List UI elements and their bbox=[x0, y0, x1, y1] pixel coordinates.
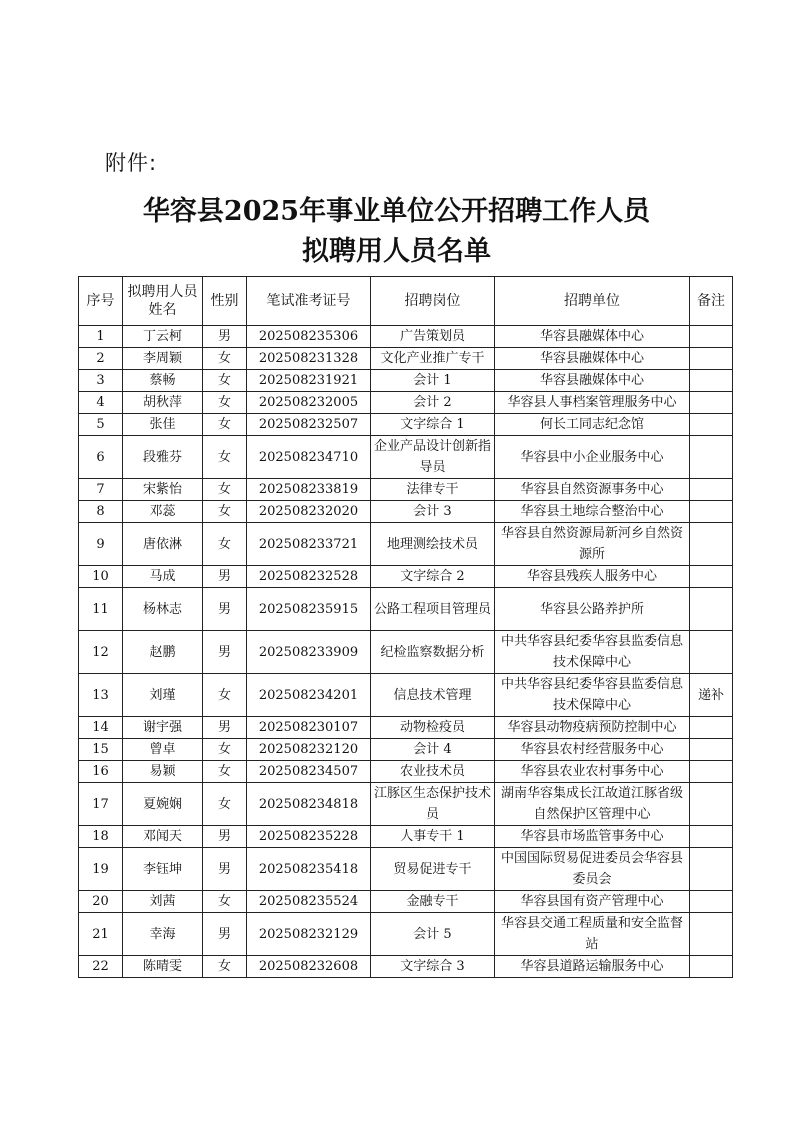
header-position: 招聘岗位 bbox=[371, 277, 495, 326]
cell-exam-id: 202508233721 bbox=[247, 523, 371, 566]
cell-name: 丁云柯 bbox=[123, 326, 203, 348]
cell-exam-id: 202508232507 bbox=[247, 414, 371, 436]
cell-index: 20 bbox=[79, 891, 123, 913]
table-row bbox=[79, 631, 733, 674]
cell-unit: 华容县自然资源局新河乡自然资源所 bbox=[495, 523, 690, 566]
cell-index: 1 bbox=[79, 326, 123, 348]
table-row bbox=[79, 392, 733, 414]
cell-gender: 女 bbox=[203, 956, 247, 978]
cell-name: 蔡畅 bbox=[123, 370, 203, 392]
cell-unit: 华容县人事档案管理服务中心 bbox=[495, 392, 690, 414]
table-row bbox=[79, 761, 733, 783]
cell-note bbox=[690, 436, 733, 479]
cell-exam-id: 202508234201 bbox=[247, 674, 371, 717]
cell-gender: 女 bbox=[203, 479, 247, 501]
cell-gender: 男 bbox=[203, 848, 247, 891]
cell-note bbox=[690, 414, 733, 436]
cell-gender: 女 bbox=[203, 392, 247, 414]
cell-note bbox=[690, 392, 733, 414]
cell-index: 11 bbox=[79, 588, 123, 631]
cell-gender: 男 bbox=[203, 826, 247, 848]
cell-index: 5 bbox=[79, 414, 123, 436]
cell-position: 法律专干 bbox=[371, 479, 495, 501]
cell-position: 人事专干 1 bbox=[371, 826, 495, 848]
cell-exam-id: 202508232120 bbox=[247, 739, 371, 761]
cell-index: 10 bbox=[79, 566, 123, 588]
cell-exam-id: 202508232528 bbox=[247, 566, 371, 588]
table-row bbox=[79, 913, 733, 956]
table-row bbox=[79, 501, 733, 523]
cell-position: 贸易促进专干 bbox=[371, 848, 495, 891]
cell-position: 文字综合 3 bbox=[371, 956, 495, 978]
table-header-row bbox=[79, 277, 733, 326]
cell-position: 企业产品设计创新指导员 bbox=[371, 436, 495, 479]
cell-position: 会计 5 bbox=[371, 913, 495, 956]
cell-exam-id: 202508230107 bbox=[247, 717, 371, 739]
table-row bbox=[79, 588, 733, 631]
cell-position: 会计 4 bbox=[371, 739, 495, 761]
cell-note bbox=[690, 631, 733, 674]
cell-gender: 男 bbox=[203, 717, 247, 739]
header-exam-id: 笔试准考证号 bbox=[247, 277, 371, 326]
cell-exam-id: 202508231328 bbox=[247, 348, 371, 370]
document-title-line-2: 拟聘用人员名单 bbox=[302, 236, 491, 267]
table-row bbox=[79, 956, 733, 978]
cell-note bbox=[690, 739, 733, 761]
cell-name: 段雅芬 bbox=[123, 436, 203, 479]
cell-position: 纪检监察数据分析 bbox=[371, 631, 495, 674]
cell-index: 12 bbox=[79, 631, 123, 674]
cell-index: 18 bbox=[79, 826, 123, 848]
table-row bbox=[79, 783, 733, 826]
cell-name: 易颖 bbox=[123, 761, 203, 783]
cell-gender: 女 bbox=[203, 891, 247, 913]
table-row bbox=[79, 479, 733, 501]
cell-unit: 华容县交通工程质量和安全监督站 bbox=[495, 913, 690, 956]
cell-name: 刘茜 bbox=[123, 891, 203, 913]
table-row bbox=[79, 523, 733, 566]
cell-index: 22 bbox=[79, 956, 123, 978]
cell-gender: 男 bbox=[203, 913, 247, 956]
cell-position: 文字综合 1 bbox=[371, 414, 495, 436]
cell-name: 李周颖 bbox=[123, 348, 203, 370]
cell-name: 幸海 bbox=[123, 913, 203, 956]
cell-exam-id: 202508235915 bbox=[247, 588, 371, 631]
cell-exam-id: 202508232005 bbox=[247, 392, 371, 414]
cell-position: 江豚区生态保护技术员 bbox=[371, 783, 495, 826]
cell-position: 地理测绘技术员 bbox=[371, 523, 495, 566]
cell-index: 16 bbox=[79, 761, 123, 783]
cell-gender: 女 bbox=[203, 761, 247, 783]
cell-gender: 女 bbox=[203, 348, 247, 370]
cell-unit: 华容县融媒体中心 bbox=[495, 348, 690, 370]
cell-gender: 女 bbox=[203, 436, 247, 479]
cell-gender: 女 bbox=[203, 739, 247, 761]
cell-gender: 男 bbox=[203, 588, 247, 631]
cell-position: 文字综合 2 bbox=[371, 566, 495, 588]
cell-exam-id: 202508233819 bbox=[247, 479, 371, 501]
table-row bbox=[79, 566, 733, 588]
cell-index: 8 bbox=[79, 501, 123, 523]
table-row bbox=[79, 826, 733, 848]
cell-note bbox=[690, 588, 733, 631]
cell-unit: 湖南华容集成长江故道江豚省级自然保护区管理中心 bbox=[495, 783, 690, 826]
table-row bbox=[79, 370, 733, 392]
cell-note bbox=[690, 761, 733, 783]
table-body bbox=[79, 326, 733, 978]
cell-gender: 男 bbox=[203, 326, 247, 348]
cell-unit: 华容县道路运输服务中心 bbox=[495, 956, 690, 978]
table-row bbox=[79, 848, 733, 891]
cell-index: 15 bbox=[79, 739, 123, 761]
table-row bbox=[79, 739, 733, 761]
cell-note bbox=[690, 783, 733, 826]
cell-position: 信息技术管理 bbox=[371, 674, 495, 717]
cell-unit: 中国国际贸易促进委员会华容县委员会 bbox=[495, 848, 690, 891]
cell-unit: 中共华容县纪委华容县监委信息技术保障中心 bbox=[495, 631, 690, 674]
cell-exam-id: 202508231921 bbox=[247, 370, 371, 392]
cell-position: 广告策划员 bbox=[371, 326, 495, 348]
cell-unit: 华容县自然资源事务中心 bbox=[495, 479, 690, 501]
table-row bbox=[79, 717, 733, 739]
table-row bbox=[79, 348, 733, 370]
cell-name: 唐依淋 bbox=[123, 523, 203, 566]
cell-index: 17 bbox=[79, 783, 123, 826]
attachment-label: 附件: bbox=[105, 151, 158, 175]
hiring-list-table bbox=[78, 276, 733, 978]
cell-index: 2 bbox=[79, 348, 123, 370]
cell-name: 谢宇强 bbox=[123, 717, 203, 739]
cell-unit: 华容县残疾人服务中心 bbox=[495, 566, 690, 588]
cell-exam-id: 202508235418 bbox=[247, 848, 371, 891]
cell-name: 邓蕊 bbox=[123, 501, 203, 523]
cell-exam-id: 202508235306 bbox=[247, 326, 371, 348]
table-row bbox=[79, 326, 733, 348]
cell-position: 会计 1 bbox=[371, 370, 495, 392]
cell-unit: 华容县融媒体中心 bbox=[495, 326, 690, 348]
cell-unit: 何长工同志纪念馆 bbox=[495, 414, 690, 436]
cell-index: 19 bbox=[79, 848, 123, 891]
cell-name: 陈晴雯 bbox=[123, 956, 203, 978]
table-row bbox=[79, 891, 733, 913]
document-title-line-1: 华容县2025年事业单位公开招聘工作人员 bbox=[142, 196, 651, 227]
cell-name: 赵鹏 bbox=[123, 631, 203, 674]
header-note: 备注 bbox=[690, 277, 733, 326]
cell-exam-id: 202508235524 bbox=[247, 891, 371, 913]
cell-index: 14 bbox=[79, 717, 123, 739]
cell-unit: 华容县动物疫病预防控制中心 bbox=[495, 717, 690, 739]
table-row bbox=[79, 674, 733, 717]
header-index: 序号 bbox=[79, 277, 123, 326]
cell-note bbox=[690, 523, 733, 566]
cell-gender: 女 bbox=[203, 414, 247, 436]
cell-index: 7 bbox=[79, 479, 123, 501]
cell-gender: 女 bbox=[203, 674, 247, 717]
cell-name: 马成 bbox=[123, 566, 203, 588]
cell-exam-id: 202508232020 bbox=[247, 501, 371, 523]
cell-unit: 华容县中小企业服务中心 bbox=[495, 436, 690, 479]
header-name: 拟聘用人员姓名 bbox=[123, 277, 203, 326]
cell-position: 会计 3 bbox=[371, 501, 495, 523]
cell-unit: 华容县农业农村事务中心 bbox=[495, 761, 690, 783]
cell-unit: 中共华容县纪委华容县监委信息技术保障中心 bbox=[495, 674, 690, 717]
cell-name: 曾卓 bbox=[123, 739, 203, 761]
cell-note bbox=[690, 348, 733, 370]
cell-gender: 男 bbox=[203, 566, 247, 588]
cell-position: 农业技术员 bbox=[371, 761, 495, 783]
cell-unit: 华容县市场监管事务中心 bbox=[495, 826, 690, 848]
cell-note bbox=[690, 501, 733, 523]
cell-gender: 女 bbox=[203, 501, 247, 523]
cell-unit: 华容县农村经营服务中心 bbox=[495, 739, 690, 761]
cell-unit: 华容县国有资产管理中心 bbox=[495, 891, 690, 913]
cell-name: 宋紫怡 bbox=[123, 479, 203, 501]
cell-unit: 华容县融媒体中心 bbox=[495, 370, 690, 392]
cell-position: 文化产业推广专干 bbox=[371, 348, 495, 370]
cell-name: 刘瑾 bbox=[123, 674, 203, 717]
cell-name: 邓闻天 bbox=[123, 826, 203, 848]
cell-position: 金融专干 bbox=[371, 891, 495, 913]
cell-unit: 华容县公路养护所 bbox=[495, 588, 690, 631]
cell-name: 夏婉娴 bbox=[123, 783, 203, 826]
cell-index: 4 bbox=[79, 392, 123, 414]
cell-note bbox=[690, 913, 733, 956]
cell-position: 公路工程项目管理员 bbox=[371, 588, 495, 631]
cell-exam-id: 202508233909 bbox=[247, 631, 371, 674]
cell-index: 6 bbox=[79, 436, 123, 479]
cell-exam-id: 202508234710 bbox=[247, 436, 371, 479]
cell-name: 杨林志 bbox=[123, 588, 203, 631]
cell-gender: 女 bbox=[203, 370, 247, 392]
cell-note bbox=[690, 826, 733, 848]
cell-note bbox=[690, 848, 733, 891]
cell-exam-id: 202508232608 bbox=[247, 956, 371, 978]
cell-index: 9 bbox=[79, 523, 123, 566]
cell-position: 会计 2 bbox=[371, 392, 495, 414]
cell-index: 3 bbox=[79, 370, 123, 392]
cell-gender: 女 bbox=[203, 783, 247, 826]
cell-name: 李钰坤 bbox=[123, 848, 203, 891]
table-row bbox=[79, 436, 733, 479]
header-unit: 招聘单位 bbox=[495, 277, 690, 326]
cell-index: 21 bbox=[79, 913, 123, 956]
cell-gender: 男 bbox=[203, 631, 247, 674]
cell-exam-id: 202508235228 bbox=[247, 826, 371, 848]
cell-position: 动物检疫员 bbox=[371, 717, 495, 739]
cell-note bbox=[690, 717, 733, 739]
header-gender: 性别 bbox=[203, 277, 247, 326]
cell-note bbox=[690, 479, 733, 501]
cell-name: 胡秋萍 bbox=[123, 392, 203, 414]
cell-unit: 华容县土地综合整治中心 bbox=[495, 501, 690, 523]
cell-note bbox=[690, 566, 733, 588]
cell-note bbox=[690, 891, 733, 913]
cell-index: 13 bbox=[79, 674, 123, 717]
table-row bbox=[79, 414, 733, 436]
cell-note bbox=[690, 370, 733, 392]
cell-name: 张佳 bbox=[123, 414, 203, 436]
cell-exam-id: 202508232129 bbox=[247, 913, 371, 956]
cell-note bbox=[690, 326, 733, 348]
cell-note bbox=[690, 956, 733, 978]
cell-exam-id: 202508234818 bbox=[247, 783, 371, 826]
cell-exam-id: 202508234507 bbox=[247, 761, 371, 783]
cell-note: 递补 bbox=[690, 674, 733, 717]
cell-gender: 女 bbox=[203, 523, 247, 566]
